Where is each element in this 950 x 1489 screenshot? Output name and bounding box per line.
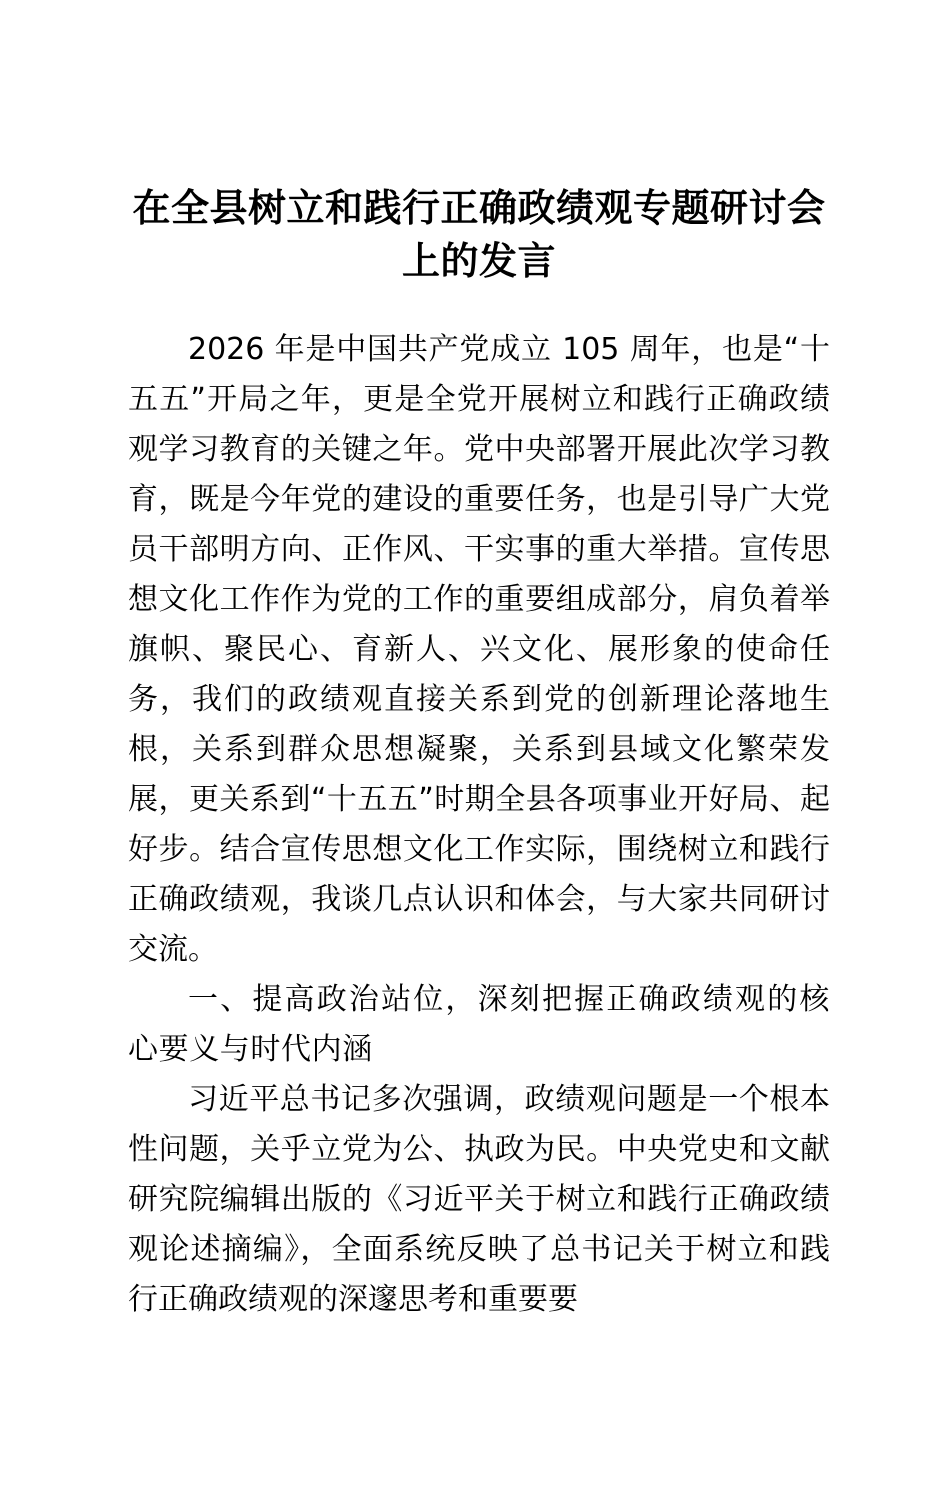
section-heading-one: 一、提高政治站位，深刻把握正确政绩观的核心要义与时代内涵 [128,982,830,1067]
page-bottom-margin [128,1325,830,1489]
document-body [128,325,830,1325]
page-content-area [128,0,830,1489]
paragraph-intro: 2026 年是中国共产党成立 105 周年，也是“十五五”开局之年，更是全党开展树立和践行正确政绩观学习教育的关键之年。党中央部署开展此次学习教育，既是今年党的建设的重要任务，也是引导广大党员干部明方向、正作风、干实事的重大举措。宣传思想文化工作作为党的工作的重要组成部分，肩负着举旗帜、聚民心、育新人、兴文化、展形象的使命任务，我们的政绩观直接关系到党的创新理论落地生根，关系到群众思想凝聚，关系到县域文化繁荣发展，更关系到“十五五”时期全县各项事业开好局、起好步。结合宣传思想文化工作实际，围绕树立和践行正确政绩观，我谈几点认识和体会，与大家共同研讨交流。 [128,332,830,967]
page-title: 在全县树立和践行正确政绩观专题研讨会上的发言 [132,186,826,283]
paragraph-section-one-body: 习近平总书记多次强调，政绩观问题是一个根本性问题，关乎立党为公、执政为民。中央党史和文献研究院编辑出版的《习近平关于树立和践行正确政绩观论述摘编》，全面系统反映了总书记关于树立和践行正确政绩观的深邃思考和重要要 [128,1082,830,1317]
